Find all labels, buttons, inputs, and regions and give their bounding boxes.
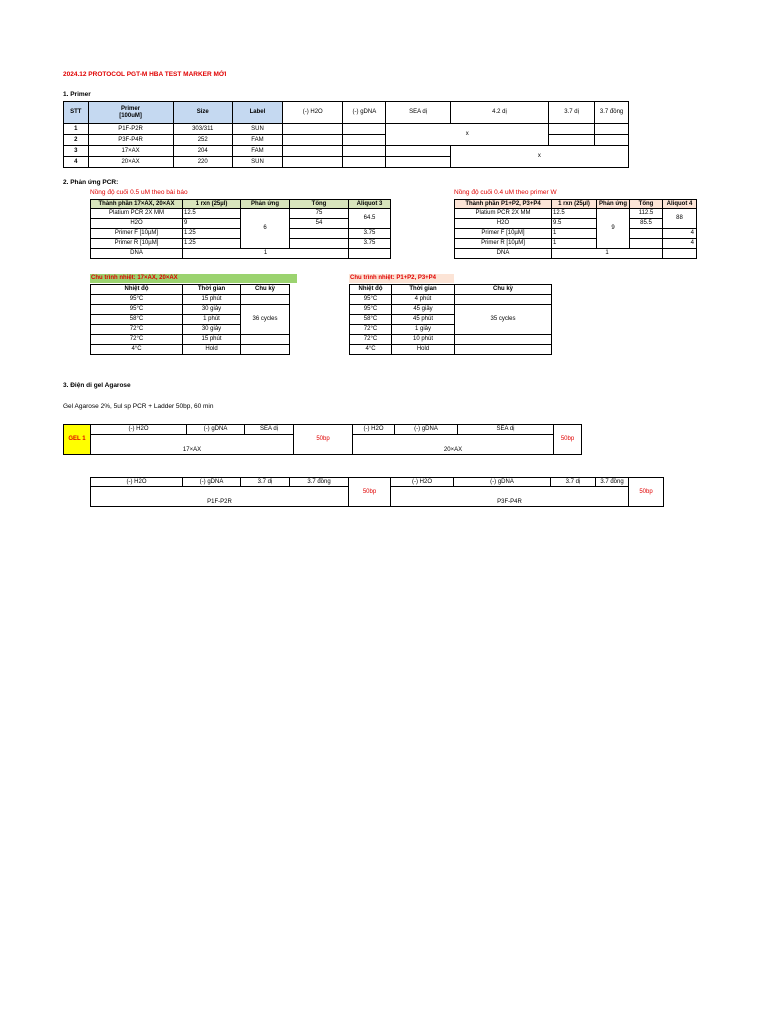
cycle-count: 35 cycles <box>455 305 552 335</box>
header-temperature: Nhiệt độ <box>91 285 183 295</box>
gel1-table <box>63 424 582 455</box>
cell <box>386 146 450 157</box>
dna-volume: 1 <box>183 249 349 259</box>
header-stt: STT <box>64 102 89 124</box>
total-volume <box>290 229 349 239</box>
cell <box>455 335 552 345</box>
ladder-label: 50bp <box>554 425 582 455</box>
temperature: 95°C <box>350 305 392 315</box>
row-primer: 20×AX <box>88 157 173 168</box>
header-time: Thời gian <box>392 285 455 295</box>
component: DNA <box>455 249 552 259</box>
gel-group-name: P3F-P4R <box>391 487 629 507</box>
row-label: FAM <box>232 146 282 157</box>
page-title: 2024.12 PROTOCOL PGT-M HBA TEST MARKER MỚI <box>63 71 227 78</box>
header-cycles: Chu kỳ <box>241 285 290 295</box>
lane-header: 3.7 đồng <box>596 478 629 487</box>
lane-header: (-) H2O <box>391 478 454 487</box>
gel-group-name: 20×AX <box>353 435 554 455</box>
aliquot-mix: 88 <box>663 209 697 229</box>
row-stt: 4 <box>64 157 89 168</box>
cycle-count: 36 cycles <box>241 305 290 335</box>
component: H2O <box>455 219 552 229</box>
cycle-table-right <box>349 284 552 355</box>
temperature: 58°C <box>91 315 183 325</box>
time: 45 giây <box>392 305 455 315</box>
lane-header: 3.7 dị <box>551 478 596 487</box>
header-reactions: Phản ứng <box>597 200 630 209</box>
lane-header: (-) gDNA <box>187 425 245 435</box>
cell <box>241 335 290 345</box>
row-size: 252 <box>173 135 232 146</box>
temperature: 4°C <box>350 345 392 355</box>
aliquot-volume: 3.75 <box>349 229 391 239</box>
aliquot-volume: 4 <box>663 229 697 239</box>
header-label: Label <box>232 102 282 124</box>
lane-header: (-) gDNA <box>183 478 241 487</box>
header-neg-gdna: (-) gDNA <box>343 102 386 124</box>
cell <box>343 146 386 157</box>
temperature: 72°C <box>350 325 392 335</box>
gel1-label: GEL 1 <box>64 425 91 455</box>
header-sea: SEA dị <box>386 102 450 124</box>
cell <box>595 135 629 146</box>
time: 15 phút <box>183 335 241 345</box>
lane-header: (-) H2O <box>353 425 395 435</box>
section-primer-heading: 1. Primer <box>63 91 91 98</box>
row-label: SUN <box>232 157 282 168</box>
total-volume <box>290 239 349 249</box>
right-cycle-title: Chu trình nhiệt: P1+P2, P3+P4 <box>349 274 454 283</box>
reactions-count: 6 <box>241 209 290 249</box>
header-component: Thành phần P1+P2, P3+P4 <box>455 200 552 209</box>
row-label: FAM <box>232 135 282 146</box>
temperature: 72°C <box>350 335 392 345</box>
component: Primer R [10µM] <box>455 239 552 249</box>
header-3-7-hom: 3.7 đồng <box>595 102 629 124</box>
lane-header: 3.7 đồng <box>290 478 349 487</box>
header-3-7-het: 3.7 dị <box>549 102 595 124</box>
cell <box>283 135 343 146</box>
component: Platium PCR 2X MM <box>91 209 183 219</box>
rxn-volume: 1.25 <box>183 229 241 239</box>
cell <box>241 295 290 305</box>
ladder-label: 50bp <box>629 478 664 507</box>
header-component: Thành phần 17×AX, 20×AX <box>91 200 183 209</box>
time: 15 phút <box>183 295 241 305</box>
lane-header: (-) gDNA <box>454 478 551 487</box>
component: Platium PCR 2X MM <box>455 209 552 219</box>
header-temperature: Nhiệt độ <box>350 285 392 295</box>
cell <box>343 135 386 146</box>
temperature: 95°C <box>350 295 392 305</box>
total-volume <box>630 229 663 239</box>
temperature: 72°C <box>91 335 183 345</box>
temperature: 58°C <box>350 315 392 325</box>
gel-group-name: P1F-P2R <box>91 487 349 507</box>
lane-header: 3.7 dị <box>241 478 290 487</box>
component: Primer R [10µM] <box>91 239 183 249</box>
time: 1 phút <box>183 315 241 325</box>
gel2-table <box>90 477 664 507</box>
temperature: 4°C <box>91 345 183 355</box>
component: DNA <box>91 249 183 259</box>
cycle-table-left <box>90 284 290 355</box>
cell <box>241 345 290 355</box>
total-volume: 75 <box>290 209 349 219</box>
cell <box>455 295 552 305</box>
ladder-label: 50bp <box>294 425 353 455</box>
cell <box>349 249 391 259</box>
temperature: 95°C <box>91 305 183 315</box>
time: Hold <box>183 345 241 355</box>
row-primer: P1F-P2R <box>88 124 173 135</box>
cell <box>549 124 595 135</box>
rxn-volume: 12.5 <box>552 209 597 219</box>
header-total: Tổng <box>290 200 349 209</box>
dna-volume: 1 <box>552 249 663 259</box>
header-primer: Primer [100uM] <box>88 102 173 124</box>
cell <box>283 124 343 135</box>
time: Hold <box>392 345 455 355</box>
rxn-volume: 1 <box>552 239 597 249</box>
time: 4 phút <box>392 295 455 305</box>
component: H2O <box>91 219 183 229</box>
pcr-table-left <box>90 199 391 259</box>
row-primer: P3F-P4R <box>88 135 173 146</box>
cell <box>343 124 386 135</box>
rxn-volume: 9.5 <box>552 219 597 229</box>
header-total: Tổng <box>630 200 663 209</box>
temperature: 95°C <box>91 295 183 305</box>
header-1rxn: 1 rxn (25µl) <box>183 200 241 209</box>
row-size: 204 <box>173 146 232 157</box>
header-cycles: Chu kỳ <box>455 285 552 295</box>
reactions-count: 9 <box>597 209 630 249</box>
lane-header: (-) H2O <box>91 478 183 487</box>
component: Primer F [10µM] <box>91 229 183 239</box>
row-size: 303/311 <box>173 124 232 135</box>
header-neg-h2o: (-) H2O <box>283 102 343 124</box>
primer-table <box>63 101 629 168</box>
time: 1 giây <box>392 325 455 335</box>
component: Primer F [10µM] <box>455 229 552 239</box>
time: 30 giây <box>183 305 241 315</box>
cell <box>455 345 552 355</box>
mark-cell: x <box>450 146 628 168</box>
lane-header: SEA dị <box>458 425 554 435</box>
time: 10 phút <box>392 335 455 345</box>
row-stt: 2 <box>64 135 89 146</box>
total-volume <box>630 239 663 249</box>
gel-group-name: 17×AX <box>91 435 294 455</box>
right-concentration-note: Nồng độ cuối 0.4 uM theo primer W <box>454 189 557 196</box>
temperature: 72°C <box>91 325 183 335</box>
lane-header: SEA dị <box>245 425 294 435</box>
header-1rxn: 1 rxn (25µl) <box>552 200 597 209</box>
time: 30 giây <box>183 325 241 335</box>
cell <box>549 135 595 146</box>
cell <box>283 146 343 157</box>
aliquot-mix: 64.5 <box>349 209 391 229</box>
header-size: Size <box>173 102 232 124</box>
lane-header: (-) H2O <box>91 425 187 435</box>
cell <box>386 157 450 168</box>
header-aliquot: Aliquot 3 <box>349 200 391 209</box>
row-size: 220 <box>173 157 232 168</box>
time: 45 phút <box>392 315 455 325</box>
gel-conditions-note: Gel Agarose 2%, 5ul sp PCR + Ladder 50bp, 60 min <box>63 403 214 410</box>
rxn-volume: 12.5 <box>183 209 241 219</box>
row-primer: 17×AX <box>88 146 173 157</box>
cell <box>343 157 386 168</box>
cell <box>663 249 697 259</box>
row-stt: 1 <box>64 124 89 135</box>
ladder-label: 50bp <box>349 478 391 507</box>
pcr-table-right <box>454 199 697 259</box>
rxn-volume: 9 <box>183 219 241 229</box>
aliquot-volume: 4 <box>663 239 697 249</box>
rxn-volume: 1.25 <box>183 239 241 249</box>
total-volume: 85.5 <box>630 219 663 229</box>
header-reactions: Phản ứng <box>241 200 290 209</box>
section-pcr-heading: 2. Phản ứng PCR: <box>63 179 119 186</box>
row-stt: 3 <box>64 146 89 157</box>
header-aliquot: Aliquot 4 <box>663 200 697 209</box>
lane-header: (-) gDNA <box>395 425 458 435</box>
row-label: SUN <box>232 124 282 135</box>
cell <box>595 124 629 135</box>
total-volume: 54 <box>290 219 349 229</box>
aliquot-volume: 3.75 <box>349 239 391 249</box>
cell <box>283 157 343 168</box>
rxn-volume: 1 <box>552 229 597 239</box>
left-cycle-title: Chu trình nhiệt: 17×AX, 20×AX <box>90 274 297 283</box>
total-volume: 112.5 <box>630 209 663 219</box>
section-gel-heading: 3. Điện di gel Agarose <box>63 382 131 389</box>
mark-cell: x <box>386 124 549 146</box>
left-concentration-note: Nồng độ cuối 0.5 uM theo bài báo <box>90 189 188 196</box>
header-time: Thời gian <box>183 285 241 295</box>
header-4-2: 4.2 dị <box>450 102 548 124</box>
